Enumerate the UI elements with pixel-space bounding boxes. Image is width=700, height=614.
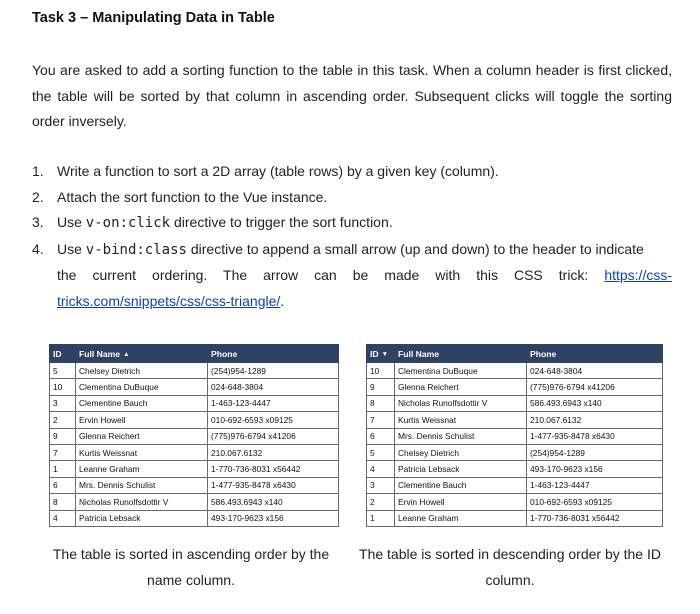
table-cell: Clementina DuBuque — [76, 379, 208, 395]
step-text-post: directive to trigger the sort function. — [170, 214, 393, 230]
intro-paragraph — [32, 58, 672, 135]
data-table — [366, 344, 663, 527]
step-item — [32, 185, 672, 211]
table-cell: Clementine Bauch — [76, 395, 208, 411]
caption-left — [46, 542, 336, 593]
table-row — [367, 412, 663, 428]
table-cell: Glenna Reichert — [76, 428, 208, 444]
caption-line: The table is sorted in descending order by the ID — [359, 546, 661, 562]
table-row — [367, 363, 663, 379]
code-snippet: v-on:click — [85, 215, 171, 231]
table-cell: 3 — [50, 395, 76, 411]
table-row — [50, 363, 339, 379]
column-header[interactable] — [527, 345, 663, 363]
step-item — [32, 159, 672, 185]
table-cell: Patricia Lebsack — [76, 510, 208, 526]
table-row — [50, 494, 339, 510]
table-cell: 2 — [367, 494, 395, 510]
table-cell: 10 — [367, 363, 395, 379]
step-text-post: directive to append a small arrow (up and down) to the header to indicate — [186, 240, 644, 257]
table-cell: 1-463-123-4447 — [208, 395, 339, 411]
steps-list — [32, 159, 672, 314]
table-cell: 586.493.6943 x140 — [208, 494, 339, 510]
table-cell: 1-463-123-4447 — [527, 477, 663, 493]
table-cell: 024-648-3804 — [208, 379, 339, 395]
table-row — [50, 461, 339, 477]
table-cell: 210.067.6132 — [208, 444, 339, 460]
table-cell: 1 — [367, 510, 395, 526]
table-cell: Mrs. Dennis Schulist — [395, 428, 527, 444]
table-row — [367, 444, 663, 460]
page-title: Task 3 – Manipulating Data in Table — [32, 10, 275, 26]
table-cell: Chelsey Dietrich — [395, 444, 527, 460]
table-cell: Chelsey Dietrich — [76, 363, 208, 379]
table-cell: 7 — [367, 412, 395, 428]
table-cell: 9 — [367, 379, 395, 395]
table-row — [367, 510, 663, 526]
table-cell: 1-770-736-8031 x56442 — [527, 510, 663, 526]
table-sorted-by-name — [49, 344, 339, 527]
header-label: Phone — [211, 348, 238, 359]
table-cell: 010-692-6593 x09125 — [527, 494, 663, 510]
table-cell: (775)976-6794 x41206 — [527, 379, 663, 395]
header-label: Phone — [530, 348, 557, 359]
table-row — [50, 444, 339, 460]
css-triangle-link-cont[interactable]: tricks.com/snippets/css/css-triangle/ — [57, 292, 281, 309]
table-cell: 1-477-935-8478 x6430 — [208, 477, 339, 493]
table-cell: 1-770-736-8031 x56442 — [208, 461, 339, 477]
table-row — [50, 395, 339, 411]
header-label: Full Name — [398, 348, 440, 359]
table-cell: 7 — [50, 444, 76, 460]
step-number: 2. — [32, 188, 44, 205]
table-cell: Nicholas Runolfsdottir V — [395, 395, 527, 411]
table-cell: Leanne Graham — [76, 461, 208, 477]
column-header[interactable] — [50, 345, 76, 363]
table-cell: (775)976-6794 x41206 — [208, 428, 339, 444]
table-cell: Glenna Reichert — [395, 379, 527, 395]
intro-line: You are asked to add a sorting function to the table in this task. When a column header is first clicked, — [32, 62, 672, 78]
step-number: 3. — [32, 214, 44, 230]
caption-line: column. — [485, 571, 535, 588]
intro-line: order inversely. — [32, 113, 127, 129]
table-cell: Patricia Lebsack — [395, 461, 527, 477]
step-item — [32, 210, 672, 237]
table-row — [367, 494, 663, 510]
table-cell: 10 — [50, 379, 76, 395]
column-header[interactable] — [367, 345, 395, 363]
table-cell: 210.067.6132 — [527, 412, 663, 428]
table-row — [50, 412, 339, 428]
step-item — [32, 237, 672, 315]
table-row — [50, 428, 339, 444]
table-cell: 024-648-3804 — [527, 363, 663, 379]
step-line — [57, 237, 672, 264]
table-cell: 9 — [50, 428, 76, 444]
step-text: Write a function to sort a 2D array (table rows) by a given key (column). — [57, 163, 499, 179]
table-cell: Kurtis Weissnat — [395, 412, 527, 428]
step-text: Attach the sort function to the Vue instance. — [57, 188, 328, 205]
table-cell: 3 — [367, 477, 395, 493]
table-cell: Ervin Howell — [395, 494, 527, 510]
intro-line: the table will be sorted by that column in ascending order. Subsequent clicks will toggle the sorting — [32, 87, 672, 104]
table-cell: 6 — [367, 428, 395, 444]
table-cell: 493-170-9623 x156 — [208, 510, 339, 526]
step-trail: . — [280, 292, 285, 309]
css-triangle-link[interactable]: https://css- — [604, 267, 672, 283]
table-row — [50, 477, 339, 493]
table-cell: Ervin Howell — [76, 412, 208, 428]
table-sorted-by-id — [366, 344, 663, 527]
step-number: 4. — [32, 240, 44, 257]
table-row — [367, 395, 663, 411]
table-cell: 8 — [50, 494, 76, 510]
sort-up-arrow-icon: ▲ — [123, 350, 130, 358]
step-text-pre: Use — [57, 214, 86, 230]
table-cell: 2 — [50, 412, 76, 428]
table-row — [367, 428, 663, 444]
table-cell: Nicholas Runolfsdottir V — [76, 494, 208, 510]
table-cell: Mrs. Dennis Schulist — [76, 477, 208, 493]
header-label: ID — [53, 348, 62, 359]
caption-line: name column. — [147, 571, 235, 588]
caption-right — [352, 542, 668, 593]
table-cell: 1 — [50, 461, 76, 477]
table-cell: 5 — [367, 444, 395, 460]
sort-down-arrow-icon: ▼ — [381, 350, 389, 358]
table-row — [367, 379, 663, 395]
table-cell: 4 — [367, 461, 395, 477]
table-cell: 5 — [50, 363, 76, 379]
table-cell: 1-477-935-8478 x6430 — [527, 428, 663, 444]
table-cell: 8 — [367, 395, 395, 411]
header-label: ID — [370, 348, 379, 359]
table-row — [50, 379, 339, 395]
table-cell: Clementine Bauch — [395, 477, 527, 493]
table-cell: Clementina DuBuque — [395, 363, 527, 379]
table-row — [367, 461, 663, 477]
code-snippet: v-bind:class — [85, 241, 187, 258]
column-header[interactable] — [208, 345, 339, 363]
table-row — [50, 510, 339, 526]
table-cell: 586.493.6943 x140 — [527, 395, 663, 411]
step-line — [57, 263, 672, 289]
table-cell: Kurtis Weissnat — [76, 444, 208, 460]
table-cell: 4 — [50, 510, 76, 526]
step-line — [57, 289, 672, 315]
table-cell: 493-170-9623 x156 — [527, 461, 663, 477]
step-text-pre: Use — [57, 240, 86, 257]
header-label: Full Name — [79, 348, 121, 359]
table-cell: 6 — [50, 477, 76, 493]
table-cell: (254)954-1289 — [208, 363, 339, 379]
table-row — [367, 477, 663, 493]
table-cell: (254)954-1289 — [527, 444, 663, 460]
step-number: 1. — [32, 163, 44, 179]
step-text: the current ordering. The arrow can be made with this CSS trick: — [57, 267, 605, 283]
column-header[interactable] — [395, 345, 527, 363]
table-cell: Leanne Graham — [395, 510, 527, 526]
column-header[interactable] — [76, 345, 208, 363]
table-cell: 010-692-6593 x09125 — [208, 412, 339, 428]
data-table — [49, 344, 339, 527]
caption-line: The table is sorted in ascending order by the — [52, 546, 330, 562]
